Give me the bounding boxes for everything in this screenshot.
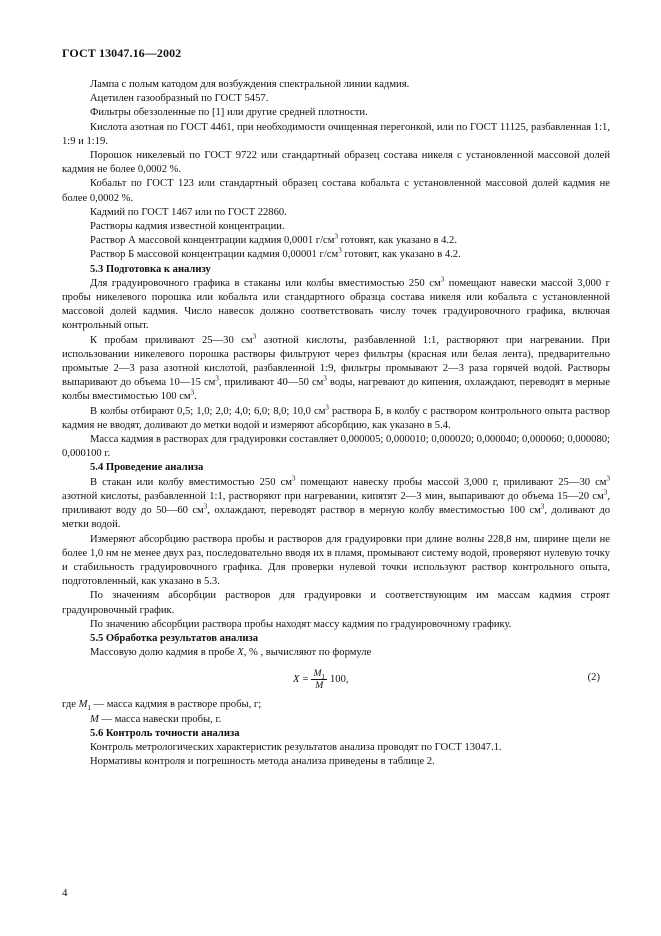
text-run: К пробам приливают 25—30 см xyxy=(90,334,253,346)
text-run: Для градуировочного графика в стаканы или колбы вместимостью 250 см xyxy=(90,277,441,289)
formula-factor: 100, xyxy=(329,673,349,685)
text-run: Массовую долю кадмия в пробе xyxy=(90,647,238,659)
paragraph xyxy=(62,646,610,660)
text-run: — масса кадмия в растворе пробы, г; xyxy=(90,699,262,711)
paragraph: Кадмий по ГОСТ 1467 или по ГОСТ 22860. xyxy=(90,206,287,218)
superscript: 3 xyxy=(323,374,327,383)
paragraph: Кобальт по ГОСТ 123 или стандартный образец состава кобальта с установленной массовой долей кадмия не более 0,0002 %. xyxy=(62,178,610,204)
superscript: 3 xyxy=(190,388,195,397)
fraction-numerator xyxy=(311,668,327,680)
text-run: , доливают до метки водой. xyxy=(62,505,611,531)
fraction-denominator: M xyxy=(315,680,324,692)
text-run: азотной кислоты, разбавленной 1:1, растворяют при нагревании. При использовании никелевого порошка растворы фильтруют через фильтры (красная или белая лента), предварительно промытые 2—3 раза азотной кислотой, разбавленной 1:9, фильтры промывают 2—3 раза горячей водой. Растворы выпаривают до объема 10—15 см xyxy=(62,334,611,389)
formula-equals: = xyxy=(302,673,309,685)
text-run: — масса навески пробы, г. xyxy=(98,713,222,725)
section-heading: 5.6 Контроль точности анализа xyxy=(90,727,240,739)
paragraph: Фильтры обеззоленные по [1] или другие средней плотности. xyxy=(90,107,368,119)
formula-number: (2) xyxy=(587,672,600,684)
text-run: помещают навеску пробы массой 3,000 г, приливают 25—30 см xyxy=(295,476,607,488)
formula-block xyxy=(62,662,610,696)
superscript: 3 xyxy=(252,332,257,341)
text-run: В стакан или колбу вместимостью 250 см xyxy=(90,476,292,488)
text-run: готовят, как указано в 4.2. xyxy=(341,249,461,261)
formula-fraction xyxy=(311,668,327,691)
paragraph xyxy=(62,476,610,533)
superscript: 3 xyxy=(215,374,219,383)
paragraph xyxy=(62,248,610,262)
superscript: 3 xyxy=(540,502,545,511)
formula-lhs: X xyxy=(293,673,300,685)
numerator-symbol: M xyxy=(313,668,322,680)
formula-expression xyxy=(293,668,349,691)
superscript: 3 xyxy=(606,474,610,483)
section-heading: 5.4 Проведение анализа xyxy=(90,462,204,474)
subscript: 1 xyxy=(87,704,91,713)
superscript: 3 xyxy=(338,246,342,255)
text-run: азотной кислоты, разбавленной 1:1, растворяют при нагревании, кипятят 2—3 мин, выпаривают до объема 15—20 см xyxy=(62,490,604,502)
superscript: 3 xyxy=(603,488,608,497)
paragraph xyxy=(62,334,610,405)
superscript: 3 xyxy=(203,502,208,511)
superscript: 3 xyxy=(325,403,329,412)
paragraph: Нормативы контроля и погрешность метода анализа приведены в таблице 2. xyxy=(90,756,435,768)
paragraph: По значениям абсорбции растворов для градуировки и соответствующим им массам кадмия строят градуировочный график. xyxy=(62,590,610,616)
paragraph xyxy=(62,277,610,334)
paragraph: Лампа с полым катодом для возбуждения спектральной линии кадмия. xyxy=(90,79,410,90)
paragraph: Контроль метрологических характеристик результатов анализа проводят по ГОСТ 13047.1. xyxy=(90,741,502,753)
paragraph: Кислота азотная по ГОСТ 4461, при необходимости очищенная перегонкой, или по ГОСТ 11125, разбавленная 1:1, 1:9 и 1:19. xyxy=(62,121,610,147)
text-run: готовят, как указано в 4.2. xyxy=(337,235,458,247)
text-run: , % , вычисляют по формуле xyxy=(243,647,372,659)
paragraph: Растворы кадмия известной концентрации. xyxy=(90,221,285,233)
page-number: 4 xyxy=(62,887,68,899)
text-run: где xyxy=(62,699,79,711)
text-run: . xyxy=(194,391,197,403)
variable: M xyxy=(78,699,88,711)
superscript: 3 xyxy=(291,474,296,483)
where-line xyxy=(62,698,610,712)
variable: M xyxy=(90,713,99,725)
variable: X xyxy=(237,647,244,659)
text-run: , приливают 40—50 см xyxy=(218,377,324,389)
paragraph: По значению абсорбции раствора пробы находят массу кадмия по градуировочному графику. xyxy=(90,618,512,630)
section-heading: 5.5 Обработка результатов анализа xyxy=(90,632,259,644)
document-body xyxy=(62,78,610,769)
text-run: , приливают воду до 50—60 см xyxy=(62,490,610,517)
superscript: 3 xyxy=(334,232,338,241)
paragraph xyxy=(62,405,610,433)
paragraph: Измеряют абсорбцию раствора пробы и растворов для градуировки при длине волны 228,8 нм, ширине щели не более 1,0 нм не менее двух раз, последовательно вводя их в пламя, промывают систему водой, проверяют нулевую точку и стабильность градуировочного графика. Для проверки нулевой точки используют раствор контрольного опыта, подготовленный, как указано в 5.3. xyxy=(62,533,610,588)
paragraph: Масса кадмия в растворах для градуировки составляет 0,000005; 0,000010; 0,000020; 0,000040; 0,000060; 0,000080; 0,000100 г. xyxy=(62,434,610,460)
paragraph: Порошок никелевый по ГОСТ 9722 или стандартный образец состава никеля с установленной массовой долей кадмия не более 0,0002 %. xyxy=(62,150,610,176)
numerator-subscript: 1 xyxy=(321,673,325,682)
document-header: ГОСТ 13047.16—2002 xyxy=(62,46,182,60)
text-run: В колбы отбирают 0,5; 1,0; 2,0; 4,0; 6,0; 8,0; 10,0 см xyxy=(90,405,326,417)
where-line xyxy=(62,713,610,727)
text-run: Раствор А массовой концентрации кадмия 0,0001 г/см xyxy=(90,235,335,247)
text-run: помещают навески массой 3,000 г пробы никелевого порошка или кобальта или стандартного образца состава никеля или кобальта с установленной массовой долей кадмия. Число навесок должно соответствовать числу точек градуировочного графика, включая контрольный опыт. xyxy=(62,277,610,332)
section-heading: 5.3 Подготовка к анализу xyxy=(90,263,211,275)
text-run: раствора Б, в колбу с раствором контрольного опыта раствор кадмия не вводят, доливают до метки водой и измеряют абсорбцию, как указано в 5.4. xyxy=(62,405,610,431)
text-run: Раствор Б массовой концентрации кадмия 0,00001 г/см xyxy=(90,249,339,261)
paragraph xyxy=(62,234,610,248)
text-run: , охлаждают, переводят раствор в мерную колбу вместимостью 100 см xyxy=(207,505,541,517)
text-run: воды, нагревают до кипения, охлаждают, переводят в мерные колбы вместимостью 100 см xyxy=(62,377,610,403)
paragraph: Ацетилен газообразный по ГОСТ 5457. xyxy=(90,93,269,105)
superscript: 3 xyxy=(440,275,445,284)
